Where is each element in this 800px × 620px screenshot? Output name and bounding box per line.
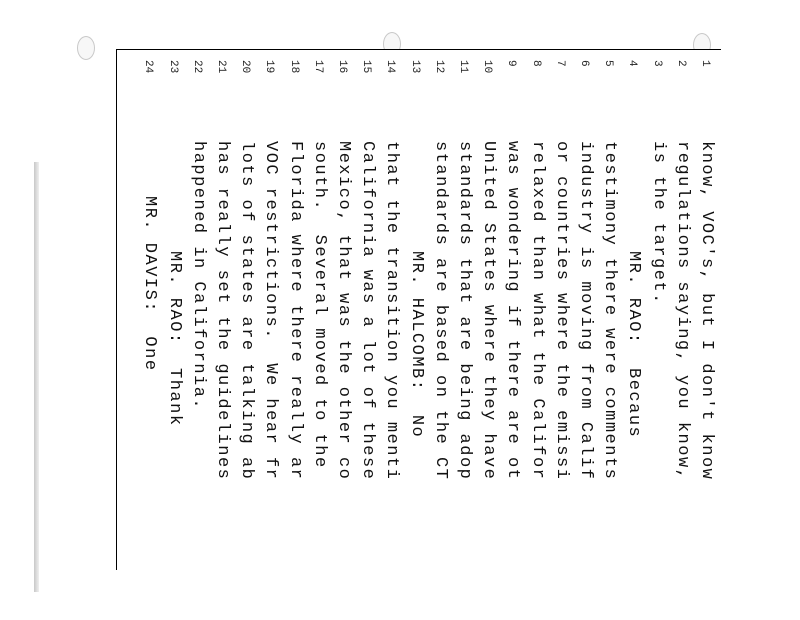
line-number: 22 [190,60,203,74]
line-text: MR. DAVIS: One [140,196,160,372]
line-text: that the transition you menti [382,141,402,481]
line-text: MR. HALCOMB: No [406,251,426,439]
line-text: California was a lot of these [358,141,378,481]
transcript-line [621,60,645,438]
transcript-line [549,60,573,480]
transcript-line [258,60,282,480]
line-text: has really set the guidelines [213,141,232,481]
line-number: 16 [336,60,348,74]
transcript-text [118,60,718,620]
transcript-line [573,60,597,480]
line-text: industry is moving from Calif [576,141,595,481]
line-number: 3 [650,60,663,67]
line-number: 10 [481,60,494,74]
line-number: 18 [287,60,300,74]
transcript-line [646,60,670,305]
line-text: Florida where there really ar [285,141,305,481]
line-text: happened in California. [188,141,208,411]
transcript-line [210,60,234,480]
transcript-line [234,60,258,480]
transcript-line [404,60,428,438]
transcript-line [500,60,524,480]
line-number: 13 [408,60,421,74]
line-text: relaxed than what the Califor [527,141,547,481]
line-number: 12 [432,60,445,74]
line-text: United States where they have [479,141,499,481]
binder-edge [34,162,39,592]
transcript-line [476,60,500,480]
line-number: 7 [553,60,566,67]
line-number: 1 [699,60,711,67]
line-text: south. Several moved to the [309,141,329,469]
line-text: Mexico, that was the other co [334,141,353,481]
transcript-line [452,60,476,480]
transcript-line [379,60,403,480]
line-number: 8 [529,60,542,67]
transcript-line [525,60,549,480]
transcript-line [307,60,331,469]
line-text: regulations saying, you know, [672,141,692,481]
transcript-line [186,60,210,410]
line-number: 4 [626,60,639,67]
line-number: 20 [239,60,252,74]
transcript-line [670,60,694,480]
punch-hole-left [77,36,95,60]
line-text: lots of states are talking ab [237,141,257,481]
transcript-line [137,60,161,372]
line-number: 2 [674,60,687,67]
line-number: 24 [142,60,155,74]
line-number: 6 [578,60,590,67]
line-number: 23 [166,60,179,74]
transcript-line [694,60,718,480]
line-text: was wondering if there are ot [503,141,523,481]
line-text: standards that are being adop [455,141,474,481]
line-number: 21 [215,60,227,74]
line-number: 9 [505,60,518,67]
line-text: know, VOC's, but I don't know [697,141,716,481]
line-number: 15 [360,60,373,74]
line-text: VOC restrictions. We hear fr [261,141,281,481]
transcript-line [355,60,379,480]
line-text: MR. RAO: Thank [164,251,184,427]
line-text: MR. RAO: Becaus [624,251,644,439]
transcript-line [597,60,621,480]
line-number: 11 [457,60,469,74]
line-text: testimony there were comments [600,141,620,481]
line-text: standards are based on the CT [430,141,450,481]
transcript-line [162,60,186,427]
transcript-line [428,60,452,480]
line-text: is the target. [648,141,668,305]
transcript-line [331,60,355,480]
line-number: 14 [384,60,397,74]
line-number: 5 [602,60,615,67]
line-number: 19 [263,60,276,74]
line-text: or countries where the emissi [551,141,571,481]
line-number: 17 [311,60,324,74]
transcript-line [283,60,307,480]
